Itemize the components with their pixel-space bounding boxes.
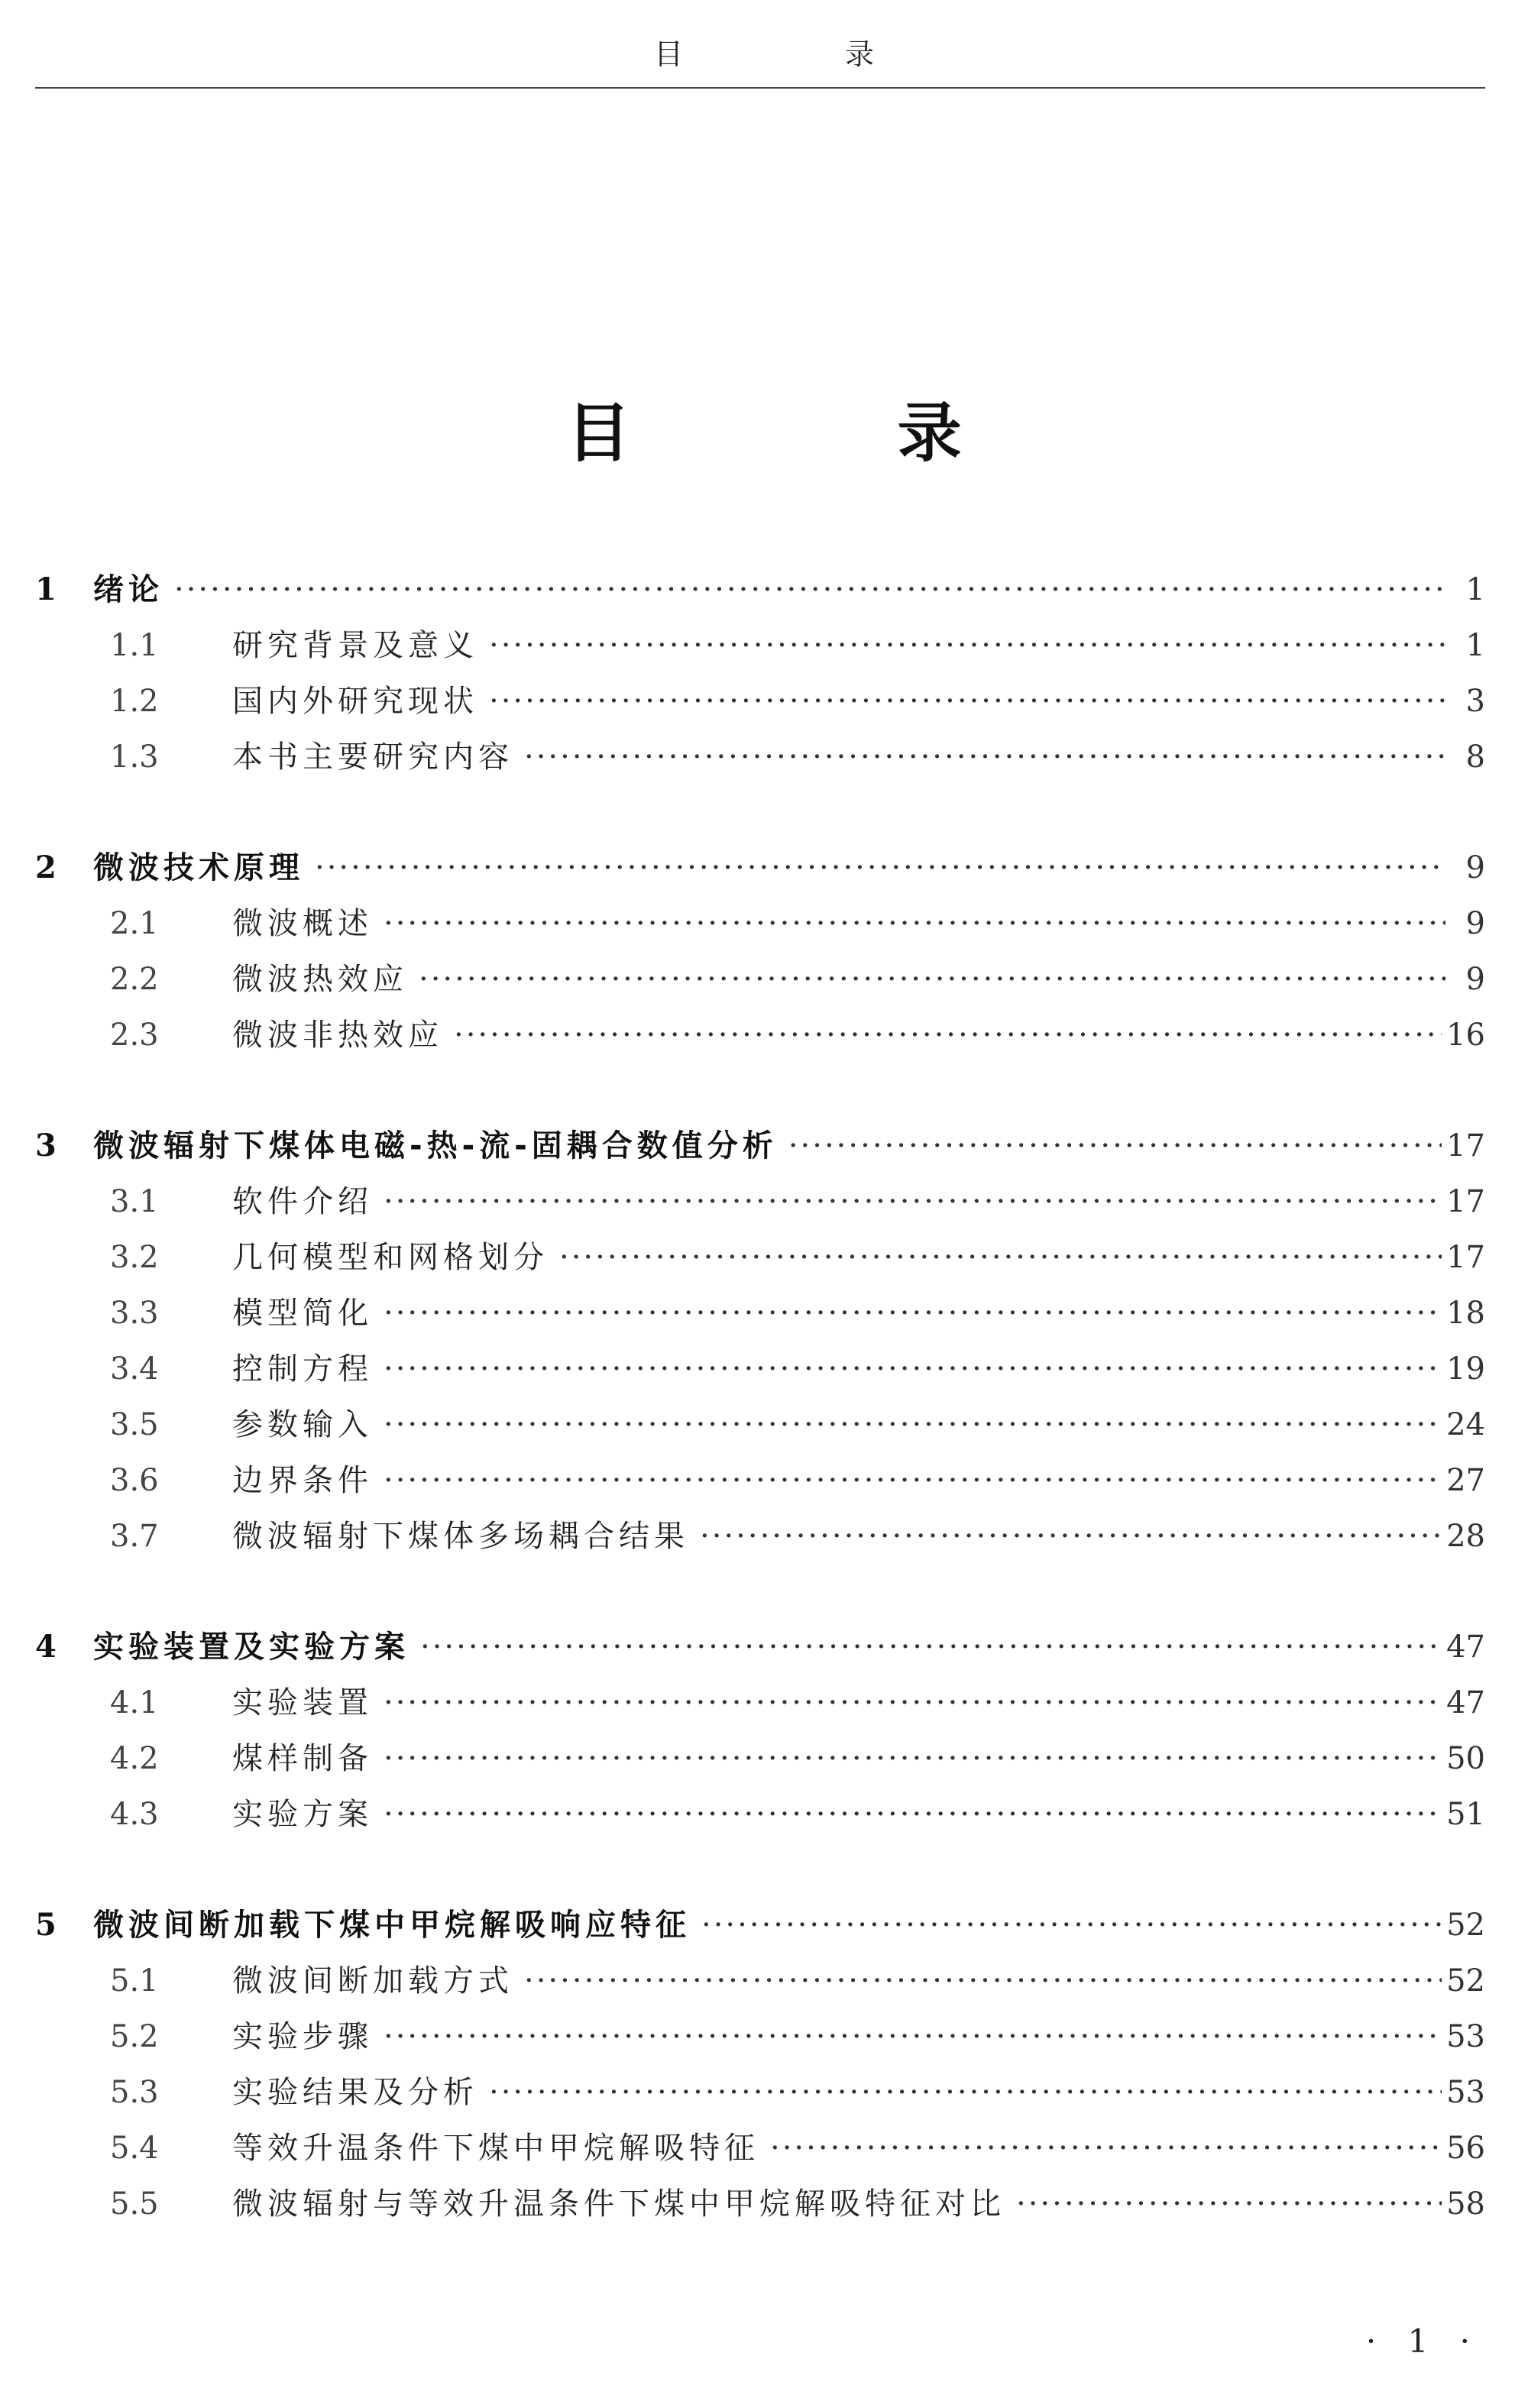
toc-section-entry-title: 微波概述 [232,906,373,941]
toc-section-entry-number: 5.5 [110,2186,159,2222]
toc-section-entry[interactable] [35,733,1485,788]
toc-section-entry-page: 1 [1465,628,1485,663]
toc-section-entry[interactable] [35,1345,1485,1400]
toc-section-entry[interactable] [35,955,1485,1011]
toc-section-entry[interactable] [35,1289,1485,1345]
toc-section-entry-number: 3.3 [110,1296,159,1331]
dot-leader [384,1407,1442,1442]
toc-chapter-entry-page: 9 [1465,850,1485,885]
toc-section-entry-number: 3.7 [110,1519,159,1554]
toc-chapter-entry-number: 4 [35,1629,57,1665]
toc-section-entry[interactable] [35,2012,1485,2068]
dot-leader [384,1463,1442,1498]
toc-section-entry-page: 51 [1446,1797,1485,1832]
toc-section-entry[interactable] [35,1400,1485,1456]
toc-chapter-entry[interactable] [35,565,1485,621]
toc-section-entry-title: 实验结果及分析 [232,2075,478,2110]
dot-leader [419,962,1445,997]
toc-section-entry-page: 19 [1446,1351,1485,1387]
toc-section-entry-title: 微波辐射下煤体多场耦合结果 [232,1519,689,1554]
toc-section-entry-page: 18 [1446,1296,1485,1331]
toc-section-entry-number: 3.1 [110,1184,159,1219]
header-rule [35,87,1485,89]
toc-section-entry[interactable] [35,2180,1485,2235]
toc-chapter-entry-number: 3 [35,1128,57,1164]
toc-section-entry-title: 煤样制备 [232,1741,373,1776]
toc-section-entry-page: 3 [1465,684,1485,719]
toc-chapter-entry-page: 17 [1446,1128,1485,1164]
toc-section-entry[interactable] [35,1011,1485,1066]
toc-section-entry-number: 3.4 [110,1351,159,1387]
dot-leader [524,1963,1442,1999]
toc-section-entry[interactable] [35,899,1485,955]
toc-chapter-entry-number: 2 [35,850,57,885]
toc-chapter-block [35,1121,1485,1568]
toc-section-entry-page: 9 [1465,906,1485,941]
toc-section-entry[interactable] [35,1734,1485,1790]
toc-section-entry-title: 模型简化 [232,1296,373,1331]
toc-section-entry-number: 4.1 [110,1685,159,1720]
dot-leader [384,1184,1442,1219]
toc-section-entry-number: 4.2 [110,1741,159,1776]
toc-section-entry-page: 52 [1446,1963,1485,1999]
page-title: 目 录 [566,396,1084,471]
toc-section-entry-page: 56 [1446,2131,1485,2166]
toc-section-entry-title: 实验装置 [232,1685,373,1720]
toc-section-entry-page: 17 [1446,1240,1485,1275]
toc-chapter-entry-title: 微波辐射下煤体电磁-热-流-固耦合数值分析 [93,1128,778,1164]
toc-section-entry-page: 8 [1465,740,1485,775]
toc-section-entry-page: 27 [1446,1463,1485,1498]
toc-section-entry-title: 国内外研究现状 [232,684,478,719]
toc-section-entry-page: 9 [1465,962,1485,997]
toc-section-entry-title: 软件介绍 [232,1184,373,1219]
toc-section-entry-title: 实验方案 [232,1797,373,1832]
toc-chapter-block [35,565,1485,788]
dot-leader [701,1908,1442,1943]
toc-section-entry-title: 本书主要研究内容 [232,740,513,775]
toc-chapter-entry[interactable] [35,1623,1485,1678]
toc-section-entry[interactable] [35,1678,1485,1734]
toc-section-entry-number: 2.1 [110,906,159,941]
toc-section-entry-number: 4.3 [110,1797,159,1832]
toc-section-entry-title: 微波热效应 [232,962,408,997]
toc-section-entry-title: 控制方程 [232,1351,373,1387]
dot-leader [174,572,1445,607]
dot-leader [1016,2186,1442,2222]
toc-chapter-entry-page: 1 [1465,572,1485,607]
toc-section-entry-title: 边界条件 [232,1463,373,1498]
dot-leader [420,1630,1442,1665]
dot-leader [489,2075,1442,2110]
dot-leader [489,628,1445,663]
toc-chapter-entry-page: 47 [1446,1630,1485,1665]
dot-leader [559,1240,1442,1275]
toc-section-entry-number: 3.2 [110,1240,159,1275]
toc-section-entry-number: 1.2 [110,684,159,719]
dot-leader [788,1128,1442,1164]
toc-section-entry[interactable] [35,2124,1485,2180]
toc-chapter-entry-title: 微波间断加载下煤中甲烷解吸响应特征 [93,1908,691,1943]
toc-section-entry[interactable] [35,2068,1485,2124]
toc-section-entry[interactable] [35,1456,1485,1512]
toc-section-entry[interactable] [35,1956,1485,2012]
dot-leader [770,2131,1442,2166]
toc-section-entry-page: 58 [1446,2186,1485,2222]
dot-leader [384,1296,1442,1331]
toc-section-entry-page: 47 [1446,1685,1485,1720]
dot-leader [489,684,1445,719]
toc-chapter-entry-number: 1 [35,571,57,607]
toc-chapter-block [35,843,1485,1066]
toc-section-entry-page: 50 [1446,1741,1485,1776]
toc-section-entry-title: 实验步骤 [232,2019,373,2054]
toc-section-entry[interactable] [35,1233,1485,1289]
toc-section-entry-page: 17 [1446,1184,1485,1219]
toc-chapter-entry[interactable] [35,843,1485,899]
dot-leader [384,2019,1442,2054]
toc-section-entry[interactable] [35,621,1485,677]
table-of-contents [35,565,1485,2290]
toc-section-entry-number: 1.1 [110,628,159,663]
toc-section-entry-number: 3.5 [110,1407,159,1442]
toc-chapter-entry[interactable] [35,1121,1485,1177]
toc-chapter-entry-title: 实验装置及实验方案 [93,1630,410,1665]
toc-section-entry-number: 5.4 [110,2131,159,2166]
dot-leader [454,1018,1442,1053]
toc-section-entry-number: 5.1 [110,1963,159,1999]
toc-section-entry-title: 微波间断加载方式 [232,1963,513,1999]
toc-section-entry-page: 53 [1446,2019,1485,2054]
toc-section-entry-title: 研究背景及意义 [232,628,478,663]
toc-section-entry-page: 28 [1446,1519,1485,1554]
dot-leader [384,1351,1442,1387]
toc-chapter-entry-number: 5 [35,1907,57,1943]
toc-section-entry-number: 5.3 [110,2075,159,2110]
toc-section-entry-number: 3.6 [110,1463,159,1498]
toc-section-entry-number: 2.2 [110,962,159,997]
toc-section-entry-page: 16 [1446,1018,1485,1053]
toc-section-entry-page: 24 [1446,1407,1485,1442]
page-number: · 1 · [1365,2322,1481,2360]
toc-chapter-entry-title: 绪论 [93,572,163,607]
toc-section-entry-title: 微波辐射与等效升温条件下煤中甲烷解吸特征对比 [232,2186,1005,2222]
toc-section-entry[interactable] [35,1790,1485,1846]
dot-leader [700,1519,1442,1554]
dot-leader [384,906,1445,941]
dot-leader [315,850,1445,885]
toc-chapter-block [35,1901,1485,2235]
dot-leader [384,1797,1442,1832]
toc-section-entry-number: 2.3 [110,1018,159,1053]
dot-leader [384,1741,1442,1776]
toc-section-entry-number: 1.3 [110,740,159,775]
toc-section-entry[interactable] [35,1177,1485,1233]
toc-section-entry-number: 5.2 [110,2019,159,2054]
running-header: 目 录 [653,37,951,71]
toc-section-entry[interactable] [35,677,1485,733]
toc-chapter-entry[interactable] [35,1901,1485,1956]
toc-section-entry-title: 微波非热效应 [232,1018,443,1053]
toc-section-entry-page: 53 [1446,2075,1485,2110]
dot-leader [384,1685,1442,1720]
toc-chapter-block [35,1623,1485,1846]
toc-section-entry-title: 几何模型和网格划分 [232,1240,549,1275]
dot-leader [524,740,1445,775]
toc-section-entry-title: 参数输入 [232,1407,373,1442]
toc-section-entry[interactable] [35,1512,1485,1568]
toc-chapter-entry-page: 52 [1446,1908,1485,1943]
toc-chapter-entry-title: 微波技术原理 [93,850,304,885]
toc-section-entry-title: 等效升温条件下煤中甲烷解吸特征 [232,2131,759,2166]
